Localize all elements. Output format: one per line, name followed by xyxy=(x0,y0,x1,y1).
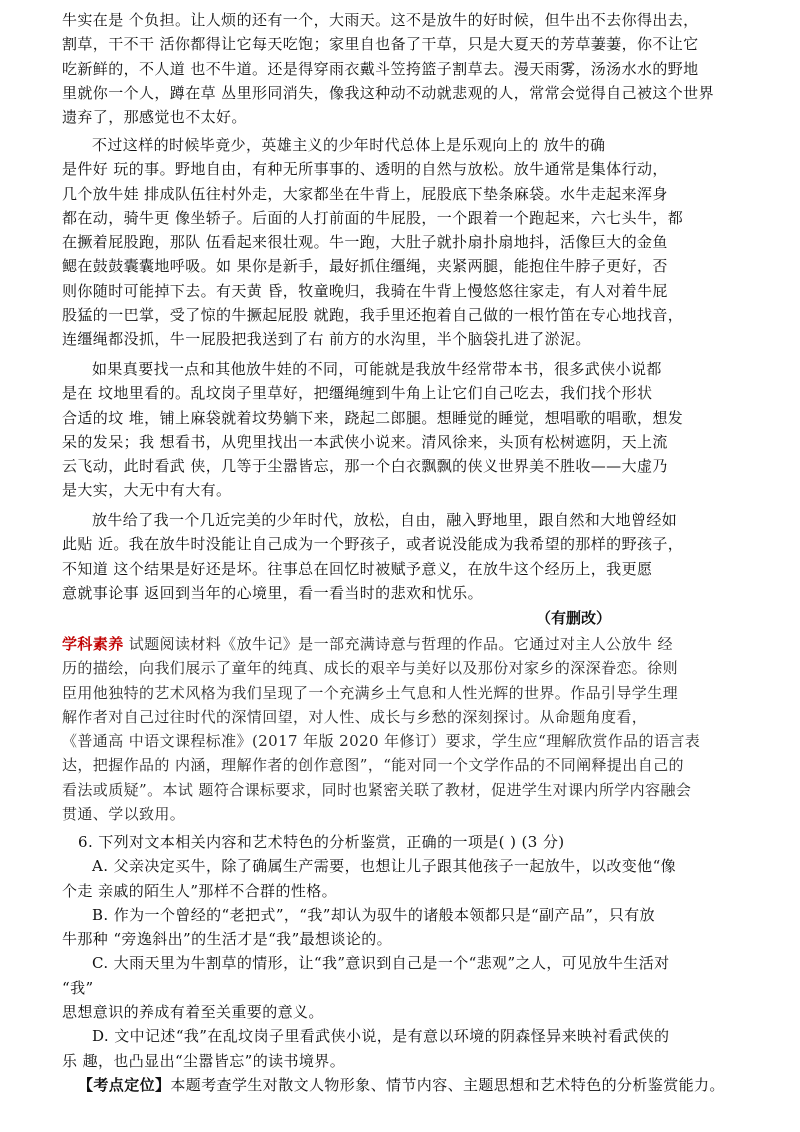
text-line: 是在 坟地里看的。乱坟岗子里草好，把缰绳缠到牛角上让它们自己吃去，我们找个形状 xyxy=(62,384,653,403)
text-line: 是件好 玩的事。野地自由，有种无所事事的、透明的自然与放松。放牛通常是集体行动， xyxy=(62,160,668,179)
text-line: 此贴 近。我在放牛时没能让自己成为一个野孩子，或者说没能成为我希望的那样的野孩子， xyxy=(62,535,684,554)
text-line: 鳃在鼓鼓囊囊地呼吸。如 果你是新手，最好抓住缰绳，夹紧两腿，能抱住牛脖子更好，否 xyxy=(62,257,668,276)
text-line: 则你随时可能掉下去。有天黄 昏，牧童晚归，我骑在牛背上慢悠悠往家走，有人对着牛屁 xyxy=(62,281,668,300)
text-line: 割草，干不干 活你都得让它每天吃饱；家里自也备了干草，只是大夏天的芳草萋萋，你不让它 xyxy=(62,35,699,54)
option-b-line: B. 作为一个曾经的“老把式”，“我”却认为驭牛的诸般本领都只是“副产品”，只有放 xyxy=(92,905,655,924)
option-b-line: 牛那种 “旁逸斜出”的生活才是“我”最想谈论的。 xyxy=(62,930,393,949)
kaodian-label: 【考点定位】 xyxy=(78,1075,171,1094)
source-note: （有删改） xyxy=(536,609,612,627)
kaodian-text: 本题考查学生对散文人物形象、情节内容、主题思想和艺术特色的分析鉴赏能力。 xyxy=(170,1075,725,1094)
kaodian-line xyxy=(62,1073,738,1097)
text-line: 都在动，骑牛更 像坐轿子。后面的人打前面的牛屁股，一个跟着一个跑起来，六七头牛，都 xyxy=(62,208,684,227)
text-line: 《普通高 中语文课程标准》(2017 年版 2020 年修订）要求，学生应“理解欣赏作品的语言表 xyxy=(62,732,701,751)
text-line: 牛实在是 个负担。让人烦的还有一个，大雨天。这不是放牛的好时候，但牛出不去你得出去， xyxy=(62,11,699,29)
essay-paragraph-3 xyxy=(62,357,738,503)
literacy-label: 学科素养 xyxy=(62,635,124,653)
text-line: 合适的坟 堆，铺上麻袋就着坟势躺下来，跷起二郎腿。想睡觉的睡觉，想唱歌的唱歌，想发 xyxy=(62,408,684,427)
text-line: 遗弃了，那感觉也不太好。 xyxy=(62,108,247,127)
text-line: 连缰绳都没抓，牛一屁股把我送到了右 前方的水沟里，半个脑袋扎进了淤泥。 xyxy=(62,330,591,349)
text-line: 历的描绘，向我们展示了童年的纯真、成长的艰辛与美好以及那份对家乡的深深眷恋。徐则 xyxy=(62,659,679,678)
literacy-section xyxy=(62,632,738,826)
text-line: 贯通、学以致用。 xyxy=(62,805,186,824)
question-6 xyxy=(62,830,738,1097)
text-line: 解作者对自己过往时代的深情回望，对人性、成长与乡愁的深刻探讨。从命题角度看， xyxy=(62,707,648,726)
question-stem: 6. 下列对文本相关内容和艺术特色的分析鉴赏，正确的一项是( ) (3 分) xyxy=(78,833,565,851)
text-line: 不过这样的时候毕竟少，英雄主义的少年时代总体上是乐观向上的 放牛的确 xyxy=(92,136,606,154)
option-c-line: C. 大雨天里为牛割草的情形，让“我”意识到自己是一个“悲观”之人，可见放牛生活对 xyxy=(92,954,670,973)
text-line: 云飞动，此时看武 侠，几等于尘嚣皆忘，那一个白衣飘飘的侠义世界美不胜收——大虚乃 xyxy=(62,457,668,476)
text-line: 在撅着屁股跑，那队 伍看起来很壮观。牛一跑，大肚子就扑扇扑扇地抖，活像巨大的金鱼 xyxy=(62,233,668,252)
text-line: 是大实，大无中有大有。 xyxy=(62,481,232,500)
essay-paragraph-2 xyxy=(62,133,738,352)
option-d-line: D. 文中记述“我”在乱坟岗子里看武侠小说，是有意以环境的阴森怪异来映衬看武侠的 xyxy=(92,1027,670,1046)
option-c-line: “我” xyxy=(62,978,94,997)
text-line: 股猛的一巴掌，受了惊的牛撅起屁股 就跑，我手里还抱着自己做的一根竹笛在专心地找音， xyxy=(62,306,684,325)
text-line: 几个放牛娃 排成队伍往村外走，大家都坐在牛背上，屁股底下垫条麻袋。水牛走起来浑身 xyxy=(62,184,668,203)
text-line: 看法或质疑”。本试 题符合课标要求，同时也紧密关联了教材，促进学生对课内所学内容融会 xyxy=(62,780,692,799)
option-d-line: 乐 趣，也凸显出“尘嚣皆忘”的读书境界。 xyxy=(62,1051,346,1070)
option-c-line: 思想意识的养成有着至关重要的意义。 xyxy=(62,1003,324,1022)
text-line: 里就你一个人，蹲在草 丛里形同消失，像我这种动不动就悲观的人，常常会觉得自己被这个世界 xyxy=(62,83,714,102)
essay-paragraph-1 xyxy=(62,8,738,129)
text-line: 吃新鲜的，不人道 也不牛道。还是得穿雨衣戴斗笠挎篮子割草去。漫天雨雾，汤汤水水的野地 xyxy=(62,59,699,78)
text-line: 呆的发呆；我 想看书，从兜里找出一本武侠小说来。清风徐来，头顶有松树遮阴，天上流 xyxy=(62,432,668,451)
text-line: 臣用他独特的艺术风格为我们呈现了一个充满乡土气息和人性光辉的世界。作品引导学生理 xyxy=(62,683,679,702)
text-line: 不知道 这个结果是好还是坏。往事总在回忆时被赋予意义，在放牛这个经历上，我更愿 xyxy=(62,559,653,578)
text-line: 意就事论事 返回到当年的心境里，看一看当时的悲欢和忧乐。 xyxy=(62,583,483,602)
option-a-line: A. 父亲决定买牛，除了确属生产需要，也想让儿子跟其他孩子一起放牛，以改变他“像 xyxy=(92,857,677,876)
text-line: 达，把握作品的 内涵，理解作者的创作意图”，“能对同一个文学作品的不同阐释提出自己的 xyxy=(62,756,684,775)
text-line: 试题阅读材料《放牛记》是一部充满诗意与哲理的作品。它通过对主人公放牛 经 xyxy=(123,635,673,653)
text-line: 如果真要找一点和其他放牛娃的不同，可能就是我放牛经常带本书，很多武侠小说都 xyxy=(92,360,662,378)
option-a-line: 个走 亲戚的陌生人”那样不合群的性格。 xyxy=(62,881,338,900)
essay-paragraph-4 xyxy=(62,508,738,605)
text-line: 放牛给了我一个几近完美的少年时代，放松，自由，融入野地里，跟自然和大地曾经如 xyxy=(92,511,678,529)
